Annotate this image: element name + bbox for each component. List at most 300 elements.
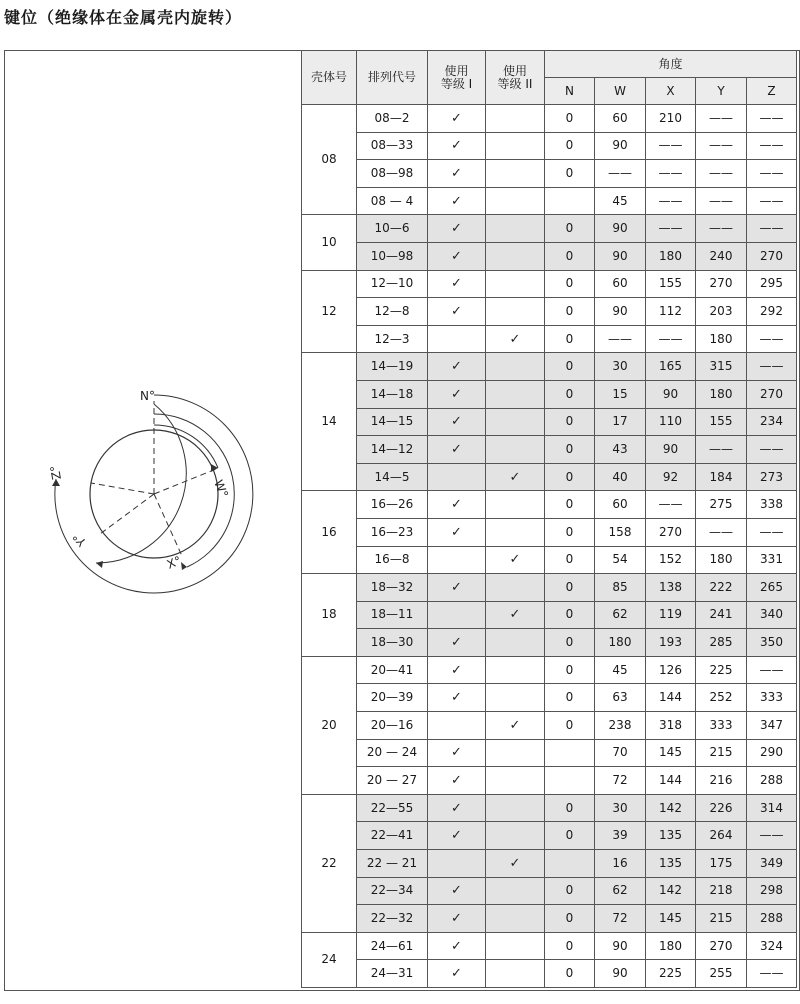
arrangement-code-cell: 16—23: [357, 518, 428, 546]
angle-n-cell: 0: [545, 436, 595, 464]
check-mark-icon: ✓: [451, 138, 462, 154]
angle-n-cell: 0: [545, 298, 595, 326]
use-class-1-cell: [428, 822, 486, 850]
shell-number-cell: 08: [302, 105, 357, 215]
arrangement-code-cell: 10—98: [357, 242, 428, 270]
check-mark-icon: ✓: [509, 855, 521, 871]
arrangement-code-cell: 20 — 24: [357, 739, 428, 767]
angle-y-cell: ——: [696, 132, 747, 160]
angle-w-cell: 63: [595, 684, 646, 712]
use-class-2-cell: [486, 408, 545, 436]
angle-x-cell: ——: [646, 132, 696, 160]
angle-x-cell: 270: [646, 518, 696, 546]
angle-x-cell: 138: [646, 574, 696, 602]
table-row: [302, 325, 797, 353]
angle-z-cell: 288: [747, 905, 797, 933]
y-axis-line: [100, 494, 154, 534]
angle-y-cell: 216: [696, 767, 747, 795]
angle-z-cell: ——: [747, 960, 797, 988]
use-class-1-cell: [428, 739, 486, 767]
angle-y-cell: 252: [696, 684, 747, 712]
angle-y-cell: 270: [696, 932, 747, 960]
header-angle: 角度: [545, 51, 797, 78]
angle-n-cell: 0: [545, 160, 595, 188]
use-class-2-cell: [486, 960, 545, 988]
use-class-1-cell: [428, 463, 486, 491]
use-class-2-cell: [486, 656, 545, 684]
arrangement-code-cell: 22—34: [357, 877, 428, 905]
check-mark-icon: ✓: [509, 717, 521, 733]
arrangement-code-cell: 24—61: [357, 932, 428, 960]
table-row: [302, 105, 797, 133]
angle-y-cell: ——: [696, 518, 747, 546]
angle-y-cell: 264: [696, 822, 747, 850]
angle-y-cell: 226: [696, 794, 747, 822]
angle-y-cell: 184: [696, 463, 747, 491]
arrangement-code-cell: 08 — 4: [357, 187, 428, 215]
arrangement-code-cell: 18—30: [357, 629, 428, 657]
use-class-1-cell: [428, 160, 486, 188]
angle-w-cell: 30: [595, 353, 646, 381]
angle-x-cell: 90: [646, 436, 696, 464]
angle-z-cell: 331: [747, 546, 797, 574]
angle-n-cell: [545, 187, 595, 215]
angle-y-cell: 175: [696, 850, 747, 878]
angle-w-cell: 90: [595, 215, 646, 243]
angle-y-cell: 270: [696, 270, 747, 298]
angle-n-cell: 0: [545, 132, 595, 160]
y-arrowhead: [96, 561, 103, 568]
z-axis-line: [91, 483, 154, 494]
header-use2-line1: 使用: [502, 63, 527, 78]
header-y: Y: [696, 78, 747, 105]
angle-z-cell: 234: [747, 408, 797, 436]
use-class-2-cell: [486, 132, 545, 160]
angle-w-cell: 45: [595, 187, 646, 215]
check-mark-icon: ✓: [451, 386, 462, 402]
angle-n-cell: 0: [545, 242, 595, 270]
use-class-2-cell: [486, 905, 545, 933]
angle-n-cell: 0: [545, 960, 595, 988]
angle-y-cell: 285: [696, 629, 747, 657]
angle-z-cell: ——: [747, 132, 797, 160]
use-class-1-cell: [428, 132, 486, 160]
check-mark-icon: ✓: [451, 800, 462, 816]
angle-w-cell: 85: [595, 574, 646, 602]
use-class-2-cell: [486, 684, 545, 712]
angle-x-cell: 165: [646, 353, 696, 381]
angle-y-cell: 218: [696, 877, 747, 905]
table-body: [302, 105, 797, 988]
use-class-2-cell: [486, 105, 545, 133]
table-row: [302, 601, 797, 629]
header-use-class-1: [428, 51, 486, 105]
angle-n-cell: 0: [545, 656, 595, 684]
angle-n-cell: 0: [545, 684, 595, 712]
angle-z-cell: 290: [747, 739, 797, 767]
header-z: Z: [747, 78, 797, 105]
arrangement-code-cell: 14—18: [357, 380, 428, 408]
arrangement-code-cell: 20—41: [357, 656, 428, 684]
arrangement-code-cell: 14—15: [357, 408, 428, 436]
use-class-2-cell: [486, 270, 545, 298]
use-class-2-cell: [486, 767, 545, 795]
key-position-diagram: [4, 50, 300, 991]
arrangement-code-cell: 12—8: [357, 298, 428, 326]
use-class-2-cell: [486, 353, 545, 381]
table-row: [302, 242, 797, 270]
use-class-2-cell: [486, 491, 545, 519]
use-class-1-cell: [428, 850, 486, 878]
w-label: W°: [211, 477, 231, 500]
check-mark-icon: ✓: [509, 469, 521, 485]
angle-w-cell: 43: [595, 436, 646, 464]
angle-z-cell: 338: [747, 491, 797, 519]
angle-x-cell: 135: [646, 850, 696, 878]
angle-x-cell: 112: [646, 298, 696, 326]
use-class-2-cell: [486, 463, 545, 491]
angle-z-cell: 349: [747, 850, 797, 878]
angle-n-cell: 0: [545, 794, 595, 822]
check-mark-icon: ✓: [451, 497, 462, 513]
angle-w-cell: 90: [595, 932, 646, 960]
angle-x-cell: ——: [646, 215, 696, 243]
angle-z-cell: ——: [747, 160, 797, 188]
shell-number-cell: 12: [302, 270, 357, 353]
angle-y-cell: 180: [696, 380, 747, 408]
check-mark-icon: ✓: [451, 303, 462, 319]
angle-w-cell: 17: [595, 408, 646, 436]
use-class-2-cell: [486, 215, 545, 243]
use-class-1-cell: [428, 932, 486, 960]
header-code: 排列代号: [357, 51, 428, 105]
use-class-1-cell: [428, 546, 486, 574]
use-class-2-cell: [486, 794, 545, 822]
angle-n-cell: 0: [545, 574, 595, 602]
use-class-2-cell: [486, 325, 545, 353]
angle-w-cell: 90: [595, 960, 646, 988]
angle-n-cell: 0: [545, 932, 595, 960]
angle-x-cell: 152: [646, 546, 696, 574]
check-mark-icon: ✓: [451, 690, 462, 706]
arrangement-code-cell: 18—32: [357, 574, 428, 602]
table-row: [302, 794, 797, 822]
angle-z-cell: ——: [747, 656, 797, 684]
angle-n-cell: 0: [545, 463, 595, 491]
table-row: [302, 629, 797, 657]
header-x: X: [646, 78, 696, 105]
use-class-1-cell: [428, 712, 486, 740]
use-class-2-cell: [486, 822, 545, 850]
angle-n-cell: 0: [545, 546, 595, 574]
angle-x-cell: 119: [646, 601, 696, 629]
table-row: [302, 160, 797, 188]
use-class-2-cell: [486, 877, 545, 905]
angle-z-cell: ——: [747, 325, 797, 353]
use-class-2-cell: [486, 187, 545, 215]
angle-z-cell: 295: [747, 270, 797, 298]
z-label: Z°: [47, 464, 64, 481]
angle-z-cell: 270: [747, 380, 797, 408]
use-class-1-cell: [428, 242, 486, 270]
header-use-class-2: [486, 51, 545, 105]
use-class-1-cell: [428, 105, 486, 133]
use-class-1-cell: [428, 767, 486, 795]
arrangement-code-cell: 08—33: [357, 132, 428, 160]
angle-y-cell: 180: [696, 546, 747, 574]
check-mark-icon: ✓: [451, 193, 462, 209]
use-class-2-cell: [486, 518, 545, 546]
angle-n-cell: 0: [545, 629, 595, 657]
angle-x-cell: 145: [646, 905, 696, 933]
use-class-2-cell: [486, 850, 545, 878]
angle-n-cell: 0: [545, 905, 595, 933]
check-mark-icon: ✓: [451, 110, 462, 126]
angle-w-cell: 90: [595, 298, 646, 326]
use-class-2-cell: [486, 712, 545, 740]
page-title: 键位（绝缘体在金属壳内旋转）: [4, 8, 243, 27]
arrangement-code-cell: 22—55: [357, 794, 428, 822]
angle-z-cell: 347: [747, 712, 797, 740]
angle-x-cell: 155: [646, 270, 696, 298]
angle-y-cell: 333: [696, 712, 747, 740]
use-class-2-cell: [486, 546, 545, 574]
use-class-1-cell: [428, 325, 486, 353]
angle-x-cell: 180: [646, 242, 696, 270]
check-mark-icon: ✓: [451, 773, 462, 789]
angle-w-cell: ——: [595, 160, 646, 188]
angle-w-cell: 15: [595, 380, 646, 408]
use-class-2-cell: [486, 574, 545, 602]
angle-x-cell: 135: [646, 822, 696, 850]
angle-w-cell: 16: [595, 850, 646, 878]
angle-x-cell: 210: [646, 105, 696, 133]
angle-w-cell: 158: [595, 518, 646, 546]
table-row: [302, 436, 797, 464]
table-row: [302, 132, 797, 160]
use-class-1-cell: [428, 491, 486, 519]
check-mark-icon: ✓: [451, 966, 462, 982]
angle-y-cell: ——: [696, 105, 747, 133]
use-class-2-cell: [486, 629, 545, 657]
table-row: [302, 877, 797, 905]
arrangement-code-cell: 16—26: [357, 491, 428, 519]
table-row: [302, 353, 797, 381]
angle-n-cell: 0: [545, 408, 595, 436]
use-class-1-cell: [428, 960, 486, 988]
use-class-1-cell: [428, 380, 486, 408]
angle-x-cell: 144: [646, 684, 696, 712]
table-row: [302, 298, 797, 326]
shell-number-cell: 18: [302, 574, 357, 657]
angle-x-cell: 142: [646, 794, 696, 822]
check-mark-icon: ✓: [451, 883, 462, 899]
check-mark-icon: ✓: [451, 635, 462, 651]
use-class-2-cell: [486, 436, 545, 464]
check-mark-icon: ✓: [451, 441, 462, 457]
angle-x-cell: 225: [646, 960, 696, 988]
header-shell: 壳体号: [302, 51, 357, 105]
angle-w-cell: 30: [595, 794, 646, 822]
use-class-2-cell: [486, 160, 545, 188]
table-row: [302, 463, 797, 491]
angle-x-cell: ——: [646, 160, 696, 188]
arrangement-code-cell: 22 — 21: [357, 850, 428, 878]
use-class-1-cell: [428, 408, 486, 436]
table-row: [302, 187, 797, 215]
header-w: W: [595, 78, 646, 105]
angle-w-cell: 238: [595, 712, 646, 740]
shell-number-cell: 20: [302, 656, 357, 794]
angle-w-cell: 90: [595, 242, 646, 270]
use-class-2-cell: [486, 739, 545, 767]
angle-y-cell: 222: [696, 574, 747, 602]
angle-w-cell: ——: [595, 325, 646, 353]
check-mark-icon: ✓: [451, 276, 462, 292]
angle-w-cell: 39: [595, 822, 646, 850]
angle-n-cell: 0: [545, 380, 595, 408]
use-class-1-cell: [428, 215, 486, 243]
angle-x-cell: 180: [646, 932, 696, 960]
arrangement-code-cell: 14—12: [357, 436, 428, 464]
angle-z-cell: ——: [747, 215, 797, 243]
use-class-1-cell: [428, 353, 486, 381]
angle-y-cell: 155: [696, 408, 747, 436]
use-class-2-cell: [486, 242, 545, 270]
angle-n-cell: 0: [545, 601, 595, 629]
angle-z-cell: 292: [747, 298, 797, 326]
check-mark-icon: ✓: [509, 552, 521, 568]
angle-x-cell: ——: [646, 491, 696, 519]
angle-x-cell: 144: [646, 767, 696, 795]
check-mark-icon: ✓: [451, 524, 462, 540]
angle-n-cell: 0: [545, 105, 595, 133]
shell-number-cell: 16: [302, 491, 357, 574]
angle-n-cell: 0: [545, 270, 595, 298]
table-row: [302, 822, 797, 850]
rotation-diagram-svg: [4, 50, 300, 991]
angle-w-cell: 60: [595, 270, 646, 298]
angle-w-cell: 54: [595, 546, 646, 574]
use-class-1-cell: [428, 905, 486, 933]
check-mark-icon: ✓: [451, 414, 462, 430]
angle-x-cell: 193: [646, 629, 696, 657]
angle-x-cell: 142: [646, 877, 696, 905]
y-label: Y°: [69, 529, 90, 550]
angle-z-cell: 314: [747, 794, 797, 822]
header-use1-line2: 等级 I: [440, 76, 473, 91]
table-row: [302, 518, 797, 546]
arrangement-code-cell: 14—19: [357, 353, 428, 381]
angle-z-cell: ——: [747, 187, 797, 215]
angle-z-cell: 273: [747, 463, 797, 491]
angle-z-cell: ——: [747, 822, 797, 850]
key-position-table: [301, 50, 797, 988]
angle-n-cell: [545, 850, 595, 878]
angle-z-cell: ——: [747, 518, 797, 546]
angle-y-cell: 203: [696, 298, 747, 326]
angle-x-cell: 318: [646, 712, 696, 740]
table-row: [302, 767, 797, 795]
angle-z-cell: 340: [747, 601, 797, 629]
angle-z-cell: 288: [747, 767, 797, 795]
table-row: [302, 850, 797, 878]
angle-y-cell: ——: [696, 187, 747, 215]
arrangement-code-cell: 12—3: [357, 325, 428, 353]
arrangement-code-cell: 20—16: [357, 712, 428, 740]
shell-number-cell: 10: [302, 215, 357, 270]
angle-y-cell: ——: [696, 160, 747, 188]
arrangement-code-cell: 14—5: [357, 463, 428, 491]
use-class-2-cell: [486, 380, 545, 408]
header-use1-line1: 使用: [444, 63, 469, 78]
arrangement-code-cell: 08—98: [357, 160, 428, 188]
table-row: [302, 574, 797, 602]
angle-w-cell: 72: [595, 767, 646, 795]
angle-w-cell: 72: [595, 905, 646, 933]
angle-w-cell: 90: [595, 132, 646, 160]
angle-n-cell: [545, 739, 595, 767]
table-row: [302, 960, 797, 988]
table-row: [302, 932, 797, 960]
angle-z-cell: 350: [747, 629, 797, 657]
use-class-1-cell: [428, 436, 486, 464]
table-row: [302, 712, 797, 740]
table-row: [302, 546, 797, 574]
angle-n-cell: 0: [545, 215, 595, 243]
angle-w-cell: 60: [595, 491, 646, 519]
check-mark-icon: ✓: [451, 662, 462, 678]
angle-y-cell: 180: [696, 325, 747, 353]
use-class-2-cell: [486, 298, 545, 326]
angle-y-cell: 215: [696, 905, 747, 933]
angle-z-cell: ——: [747, 105, 797, 133]
arrangement-code-cell: 10—6: [357, 215, 428, 243]
angle-z-cell: 265: [747, 574, 797, 602]
angle-y-cell: 215: [696, 739, 747, 767]
check-mark-icon: ✓: [509, 607, 521, 623]
arrangement-code-cell: 16—8: [357, 546, 428, 574]
check-mark-icon: ✓: [451, 248, 462, 264]
table-row: [302, 739, 797, 767]
angle-w-cell: 62: [595, 877, 646, 905]
shell-number-cell: 24: [302, 932, 357, 987]
use-class-1-cell: [428, 298, 486, 326]
use-class-1-cell: [428, 574, 486, 602]
check-mark-icon: ✓: [509, 331, 521, 347]
shell-number-cell: 22: [302, 794, 357, 932]
use-class-1-cell: [428, 877, 486, 905]
arrangement-code-cell: 20—39: [357, 684, 428, 712]
table-row: [302, 270, 797, 298]
angle-z-cell: 333: [747, 684, 797, 712]
header-n: N: [545, 78, 595, 105]
angle-w-cell: 62: [595, 601, 646, 629]
angle-w-cell: 60: [595, 105, 646, 133]
check-mark-icon: ✓: [451, 221, 462, 237]
use-class-2-cell: [486, 601, 545, 629]
check-mark-icon: ✓: [451, 938, 462, 954]
check-mark-icon: ✓: [451, 828, 462, 844]
angle-n-cell: 0: [545, 353, 595, 381]
table-row: [302, 905, 797, 933]
angle-y-cell: 225: [696, 656, 747, 684]
angle-z-cell: 298: [747, 877, 797, 905]
angle-z-cell: ——: [747, 353, 797, 381]
angle-n-cell: 0: [545, 491, 595, 519]
angle-y-cell: 240: [696, 242, 747, 270]
angle-x-cell: 126: [646, 656, 696, 684]
